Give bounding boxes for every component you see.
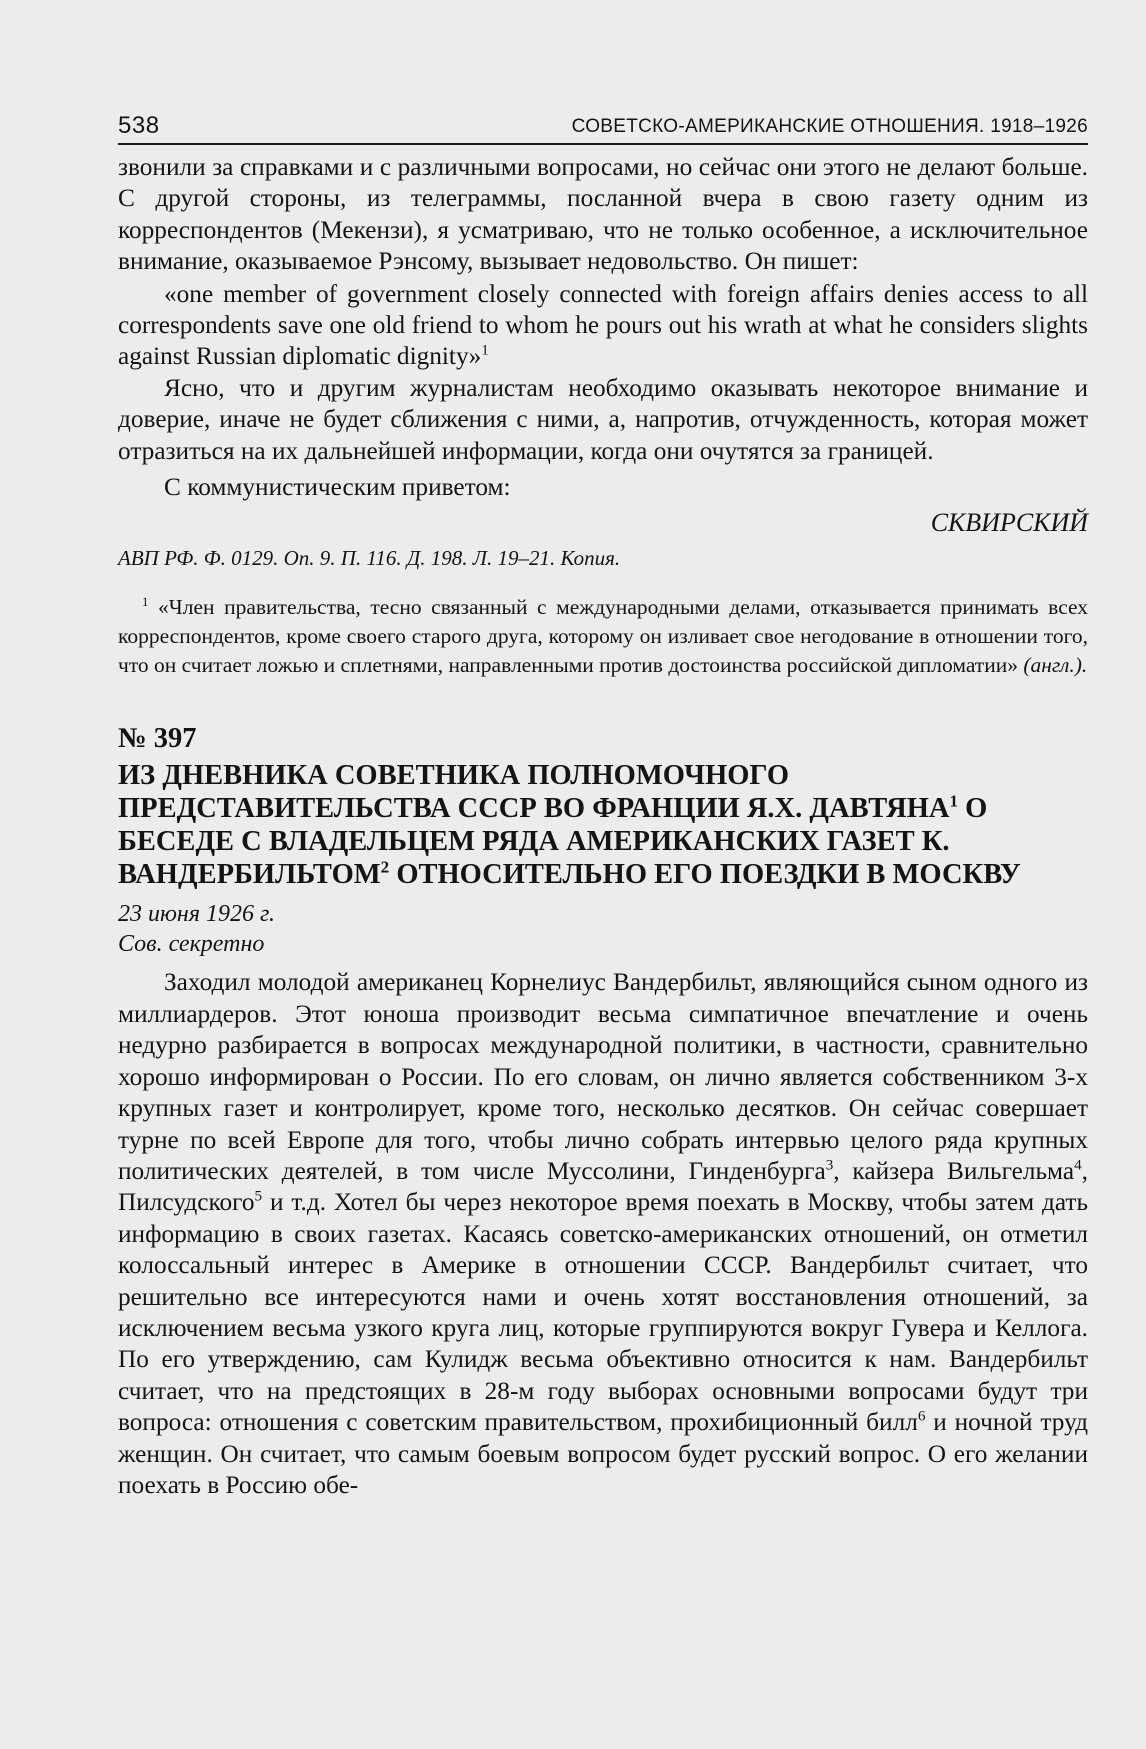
body-text: и ночной труд женщин. Он считает, что самым боевым вопросом будет русский вопрос. О его желании поехать в Россию обе-: [118, 1408, 1088, 1499]
footnote-ref: 1: [949, 791, 959, 811]
paragraph: Ясно, что и другим журналистам необходимо оказывать некоторое внимание и доверие, иначе не будет сближения с ними, а, напротив, отчужденность, которая может отразиться на их дальнейшей информации, когда они очутятся за границей.: [118, 373, 1088, 465]
body-text: и т.д. Хотел бы через некоторое время поехать в Москву, чтобы затем дать информацию в своих газетах. Касаясь советско-американских отношений, он отметил колоссальный интерес в Америке в отношении СССР. Вандербильт считает, что решительно все интересуются нами и очень хотят восстановления отношений, за исключением весьма узкого круга лиц, которые группируются вокруг Гувера и Келлога. По его утверждению, сам Кулидж весьма объективно относится к нам. Вандербильт считает, что на предстоящих в 28-м году выборах основными вопросами будут три вопроса: отношения с советским правительством, прохибиционный билл: [118, 1188, 1088, 1437]
document-date: 23 июня 1926 г.: [118, 901, 276, 928]
paragraph-continuation: звонили за справками и с различными вопросами, но сейчас они этого не делают больше. С другой стороны, из телеграммы, посланной вчера в свою газету одним из корреспондентов (Мекензи), я усматриваю, что не только особенное, а исключительное внимание, оказываемое Рэнсому, вызывает недовольство. Он пишет:: [118, 153, 1088, 276]
greeting: С коммунистическим приветом:: [164, 473, 511, 502]
body-text: , Пилсудского: [118, 1156, 1088, 1217]
quote-text: «one member of government closely connected with foreign affairs denies access to all correspondents save one old friend to whom he pours out his wrath at what he considers slights against Russian diplomatic dignity»: [118, 279, 1088, 371]
signature: СКВИРСКИЙ: [930, 508, 1088, 538]
english-quote: [118, 279, 1088, 373]
footnote-ref: 6: [917, 1407, 926, 1425]
title-part: ИЗ ДНЕВНИКА СОВЕТНИКА ПОЛНОМОЧНОГО ПРЕДСТАВИТЕЛЬСТВА СССР ВО ФРАНЦИИ Я.Х. ДАВТЯНА: [118, 760, 950, 825]
archive-source: АВП РФ. Ф. 0129. Оп. 9. П. 116. Д. 198. Л. 19–21. Копия.: [118, 546, 621, 571]
document-body: [118, 967, 1088, 1501]
footnote-ref: 4: [1074, 1156, 1082, 1174]
title-part: О БЕСЕДЕ С ВЛАДЕЛЬЦЕМ РЯДА АМЕРИКАНСКИХ ГАЗЕТ К. ВАНДЕРБИЛЬТОМ: [118, 793, 988, 891]
document-number: № 397: [118, 723, 197, 755]
footnote-ref: 3: [825, 1156, 834, 1174]
document-title: [118, 759, 1088, 891]
title-part: ОТНОСИТЕЛЬНО ЕГО ПОЕЗДКИ В МОСКВУ: [389, 859, 1021, 891]
footnote-ref: 1: [481, 342, 489, 360]
footnote-ref: 5: [254, 1187, 263, 1205]
footnote-text: «Член правительства, тесно связанный с международными делами, отказывается принимать всех корреспондентов, кроме своего старого друга, которому он изливает свое негодование в отношении того, что он считает ложью и сплетнями, направленными против достоинства российской дипломатии»: [118, 595, 1089, 678]
footnote-ref: 2: [380, 857, 390, 877]
page-body: [118, 152, 1088, 1501]
body-text: , кайзера Вильгельма: [833, 1156, 1075, 1185]
classification: Сов. секретно: [118, 931, 265, 958]
footnote-lang: (англ.).: [1023, 653, 1088, 678]
page-number: 538: [118, 112, 160, 139]
running-title: СОВЕТСКО-АМЕРИКАНСКИЕ ОТНОШЕНИЯ. 1918–1926: [571, 116, 1088, 137]
page-header: [118, 107, 1088, 145]
footnote: [118, 593, 1088, 680]
footnote-mark: 1: [142, 595, 149, 610]
body-text: Заходил молодой американец Корнелиус Вандербильт, являющийся сыном одного из миллиардеров. Этот юноша производит весьма симпатичное впечатление и очень недурно разбирается в вопросах международной политики, в частности, сравнительно хорошо информирован о России. По его словам, он лично является собственником 3-х крупных газет и контролирует, кроме того, несколько десятков. Он сейчас совершает турне по всей Европе для того, чтобы лично собрать интервью целого ряда крупных политических деятелей, в том числе Муссолини, Гинденбурга: [118, 968, 1088, 1185]
